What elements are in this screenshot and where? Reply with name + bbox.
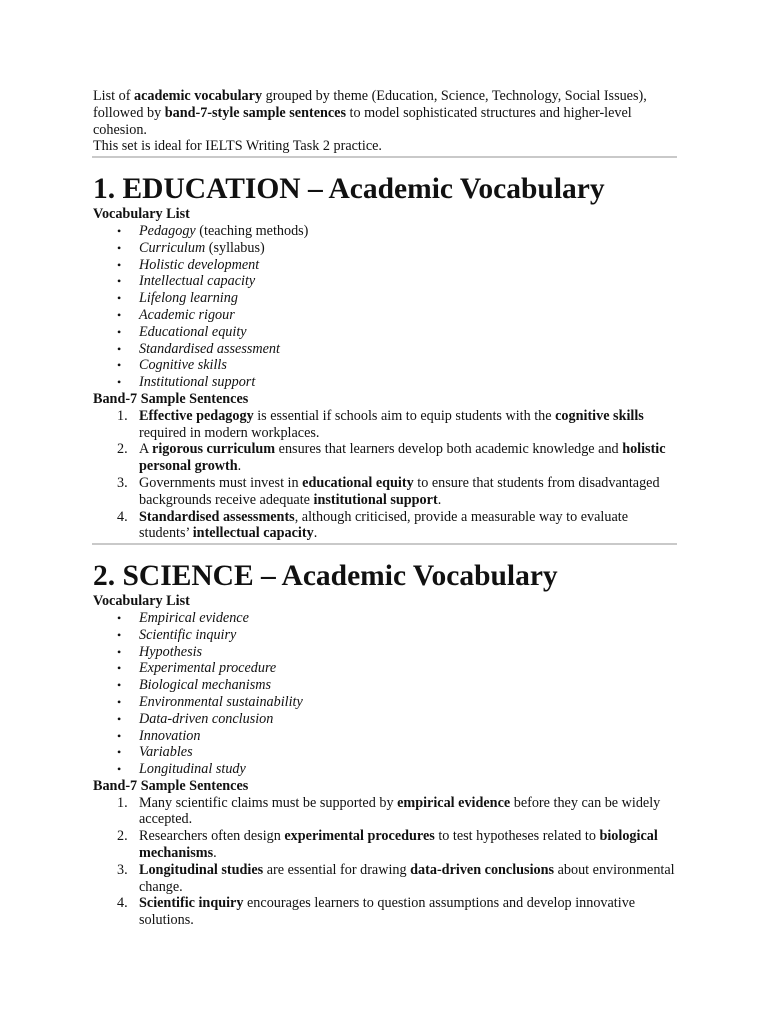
sentence-number: 2. xyxy=(117,441,128,458)
vocabulary-list xyxy=(93,223,676,391)
vocabulary-item xyxy=(139,374,676,391)
vocabulary-term: Environmental sustainability xyxy=(139,693,303,710)
sample-sentence xyxy=(117,794,676,829)
sentence-text: to ensure that students from disadvantaged backgrounds receive adequate xyxy=(139,474,660,508)
vocabulary-term: Empirical evidence xyxy=(139,609,249,626)
vocabulary-term: Educational equity xyxy=(139,323,247,340)
intro xyxy=(93,88,676,155)
sample-sentence xyxy=(117,407,676,442)
vocabulary-term: Cognitive skills xyxy=(139,357,227,374)
key-phrase: educational equity xyxy=(302,474,414,491)
key-phrase: biological mechanisms xyxy=(139,828,658,862)
sentence-text: encourages learners to question assumptions and develop innovative solutions. xyxy=(139,895,636,929)
sample-sentences-list xyxy=(93,795,676,929)
vocabulary-item xyxy=(139,357,676,374)
sentence-text: . xyxy=(437,491,442,508)
vocabulary-item xyxy=(139,627,676,644)
section-1 xyxy=(93,172,676,545)
key-phrase: cognitive skills xyxy=(555,407,644,424)
section-divider xyxy=(92,156,677,158)
sentence-number: 1. xyxy=(117,407,128,424)
section-title: 2. SCIENCE – Academic Vocabulary xyxy=(93,560,558,593)
sentence-text: . xyxy=(213,845,217,862)
sentence-number: 4. xyxy=(117,895,128,912)
sample-sentences-heading: Band-7 Sample Sentences xyxy=(93,390,249,407)
intro-text: to model sophisticated structures and higher-level cohesion. xyxy=(93,104,632,138)
vocabulary-item xyxy=(139,711,676,728)
sentence-text: Many scientific claims must be supported by xyxy=(139,794,398,811)
vocabulary-term: Experimental procedure xyxy=(139,660,277,677)
intro-purpose: This set is ideal for IELTS Writing Task 2 practice. xyxy=(93,138,382,155)
vocabulary-list-heading: Vocabulary List xyxy=(93,206,190,223)
intro-paragraph xyxy=(93,88,676,138)
section-2 xyxy=(93,559,676,929)
sentence-text: . xyxy=(313,525,318,542)
sentence-number: 3. xyxy=(117,474,128,491)
sample-sentence xyxy=(117,474,676,509)
key-phrase: experimental procedures xyxy=(284,828,435,845)
vocabulary-term: Standardised assessment xyxy=(139,340,280,357)
sentence-text: about environmental change. xyxy=(139,861,675,895)
key-phrase: institutional support xyxy=(313,491,438,508)
vocabulary-term: Hypothesis xyxy=(139,643,203,660)
sample-sentence xyxy=(117,861,676,896)
vocabulary-item xyxy=(139,257,676,274)
vocabulary-item xyxy=(139,761,676,778)
key-phrase: intellectual capacity xyxy=(192,525,314,542)
vocabulary-item xyxy=(139,728,676,745)
sentence-number: 2. xyxy=(117,828,128,845)
vocabulary-item xyxy=(139,290,676,307)
vocabulary-item xyxy=(139,223,676,240)
vocabulary-gloss: (teaching methods) xyxy=(195,222,309,239)
intro-text: List of xyxy=(93,88,134,104)
sentence-number: 3. xyxy=(117,861,128,878)
vocabulary-term: Scientific inquiry xyxy=(139,626,237,643)
vocabulary-item xyxy=(139,644,676,661)
vocabulary-term: Variables xyxy=(139,744,193,761)
vocabulary-gloss: (syllabus) xyxy=(205,239,265,256)
vocabulary-list xyxy=(93,610,676,778)
vocabulary-term: Pedagogy xyxy=(139,222,196,239)
intro-keyword: academic vocabulary xyxy=(133,88,263,104)
intro-text: grouped by theme (Education, Science, Technology, Social Issues), followed by xyxy=(93,88,647,121)
vocabulary-term: Longitudinal study xyxy=(139,761,246,778)
vocabulary-term: Academic rigour xyxy=(139,306,235,323)
key-phrase: holistic personal growth xyxy=(139,441,666,475)
sentence-text: . xyxy=(237,458,242,475)
vocabulary-item xyxy=(139,744,676,761)
vocabulary-term: Data-driven conclusion xyxy=(139,710,274,727)
sentence-text: ensures that learners develop both academic knowledge and xyxy=(275,441,623,458)
vocabulary-item xyxy=(139,660,676,677)
vocabulary-item xyxy=(139,307,676,324)
sentence-text: Governments must invest in xyxy=(139,474,303,491)
vocabulary-item xyxy=(139,694,676,711)
vocabulary-item xyxy=(139,677,676,694)
key-phrase: data-driven conclusions xyxy=(410,861,555,878)
vocabulary-term: Lifelong learning xyxy=(139,290,238,307)
vocabulary-term: Holistic development xyxy=(139,256,260,273)
vocabulary-item xyxy=(139,341,676,358)
sample-sentence xyxy=(117,508,676,543)
sample-sentence xyxy=(117,895,676,929)
sample-sentence xyxy=(117,828,676,862)
vocabulary-item xyxy=(139,610,676,627)
vocabulary-term: Institutional support xyxy=(139,374,256,391)
sentence-text: , although criticised, provide a measurable way to evaluate students’ xyxy=(139,508,628,542)
vocabulary-term: Innovation xyxy=(139,727,201,744)
sample-sentence xyxy=(117,441,676,475)
vocabulary-list-heading: Vocabulary List xyxy=(93,593,190,610)
sections xyxy=(93,172,676,929)
vocabulary-item xyxy=(139,240,676,257)
sentence-text: is essential if schools aim to equip students with the xyxy=(253,407,556,424)
section-divider xyxy=(92,543,677,545)
key-phrase: Longitudinal studies xyxy=(139,861,264,878)
vocabulary-item xyxy=(139,273,676,290)
intro-keyword: band-7-style sample sentences xyxy=(164,104,346,121)
key-phrase: empirical evidence xyxy=(397,794,511,811)
sentence-text: required in modern workplaces. xyxy=(139,424,320,441)
sample-sentences-list xyxy=(93,408,676,542)
vocabulary-term: Intellectual capacity xyxy=(139,273,256,290)
sentence-text: Researchers often design xyxy=(139,828,285,845)
key-phrase: Scientific inquiry xyxy=(139,895,244,912)
key-phrase: rigorous curriculum xyxy=(152,441,276,458)
sample-sentences-heading: Band-7 Sample Sentences xyxy=(93,777,249,794)
sentence-number: 1. xyxy=(117,794,128,811)
sentence-text: A xyxy=(139,441,153,458)
vocabulary-item xyxy=(139,324,676,341)
sentence-text: before they can be widely accepted. xyxy=(139,794,661,828)
sentence-text: to test hypotheses related to xyxy=(434,828,600,845)
section-title: 1. EDUCATION – Academic Vocabulary xyxy=(93,173,605,206)
key-phrase: Effective pedagogy xyxy=(139,407,254,424)
key-phrase: Standardised assessments xyxy=(139,508,295,525)
sentence-text: are essential for drawing xyxy=(263,861,411,878)
vocabulary-term: Curriculum xyxy=(139,239,206,256)
vocabulary-term: Biological mechanisms xyxy=(139,677,272,694)
sentence-number: 4. xyxy=(117,508,128,525)
